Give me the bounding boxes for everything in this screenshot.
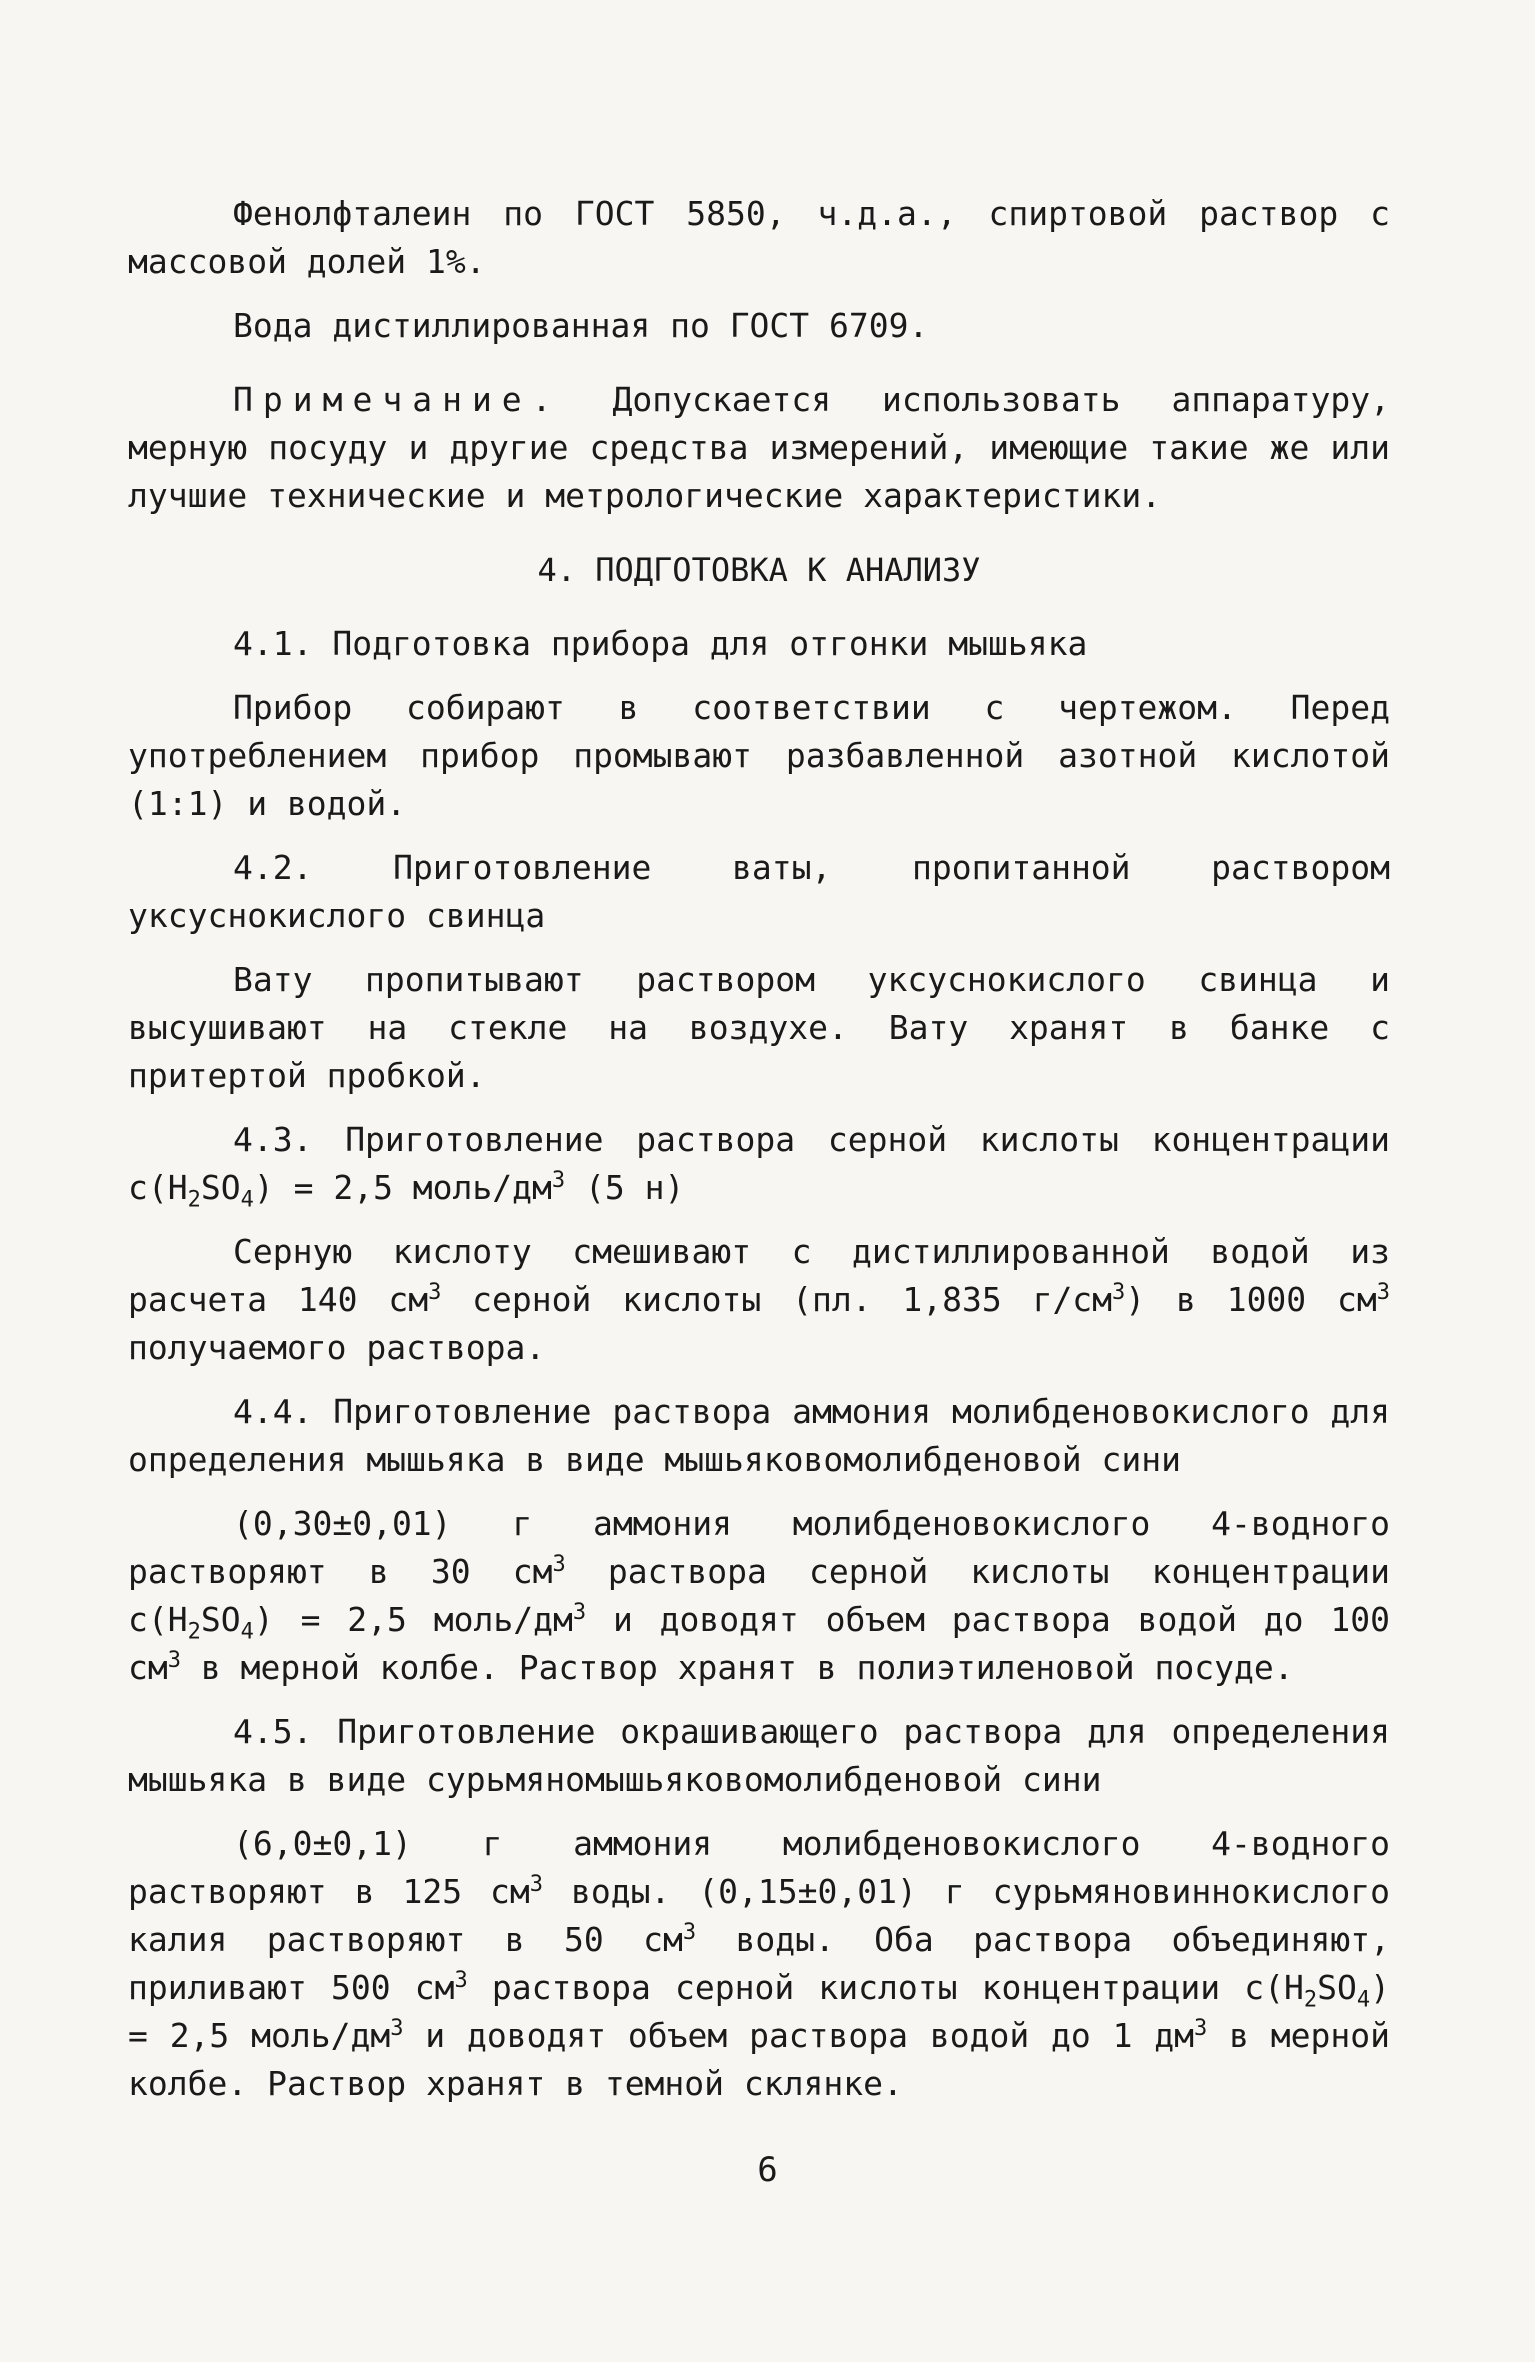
superscript: 3	[529, 1872, 544, 1897]
reagent-phenolphthalein: Фенолфталеин по ГОСТ 5850, ч.д.а., спиртовой раствор с массовой долей 1%.	[128, 194, 1390, 281]
reagent-water: Вода дистиллированная по ГОСТ 6709.	[233, 306, 929, 345]
text-fragment: 4.3. Приготовление раствора серной кислоты концентрации c(H	[128, 1120, 1390, 1207]
page-number: 6	[757, 2150, 778, 2190]
subsection-4-1-title: 4.1. Подготовка прибора для отгонки мышьяка	[233, 624, 1088, 663]
subsection-4-3-title	[128, 1116, 1390, 1212]
text-fragment: Серную кислоту смешивают с дистиллированной водой из расчета 140 см	[128, 1232, 1390, 1319]
subscript: 4	[1356, 1987, 1371, 2013]
superscript: 3	[167, 1648, 181, 1673]
text-fragment: серной кислоты (пл. 1,835 г/см	[441, 1280, 1113, 1319]
text-fragment: воды. Оба раствора объединяют, приливают 500 см	[128, 1920, 1390, 2007]
superscript: 3	[1112, 1280, 1126, 1305]
text-fragment: (0,30±0,01) г аммония молибденовокислого 4-водного растворяют в 30 см	[128, 1504, 1390, 1591]
superscript: 3	[428, 1280, 442, 1305]
text-fragment: в мерной колбе. Раствор хранят в темной склянке.	[128, 2016, 1391, 2103]
subscript: 2	[1303, 1987, 1318, 2013]
superscript: 3	[1376, 1280, 1390, 1305]
note-paragraph	[128, 376, 1390, 520]
subscript: 4	[240, 1187, 254, 1213]
text-fragment: ) = 2,5 моль/дм	[253, 1168, 552, 1207]
text-fragment: SO	[200, 1168, 241, 1207]
note-text: Допускается использовать аппаратуру, мерную посуду и другие средства измерений, имеющие такие же или лучшие технические и метрологические характеристики.	[128, 380, 1390, 515]
subscript: 2	[187, 1187, 201, 1213]
text-fragment: ) = 2,5 моль/дм	[253, 1600, 573, 1639]
superscript: 3	[552, 1552, 566, 1577]
superscript: 3	[682, 1920, 697, 1945]
text-fragment: ) = 2,5 моль/дм	[128, 1968, 1390, 2055]
subsection-4-2-title: 4.2. Приготовление ваты, пропитанной раствором уксуснокислого свинца	[128, 848, 1390, 935]
subsection-4-1-text: Прибор собирают в соответствии с чертежом. Перед употреблением прибор промывают разбавленной азотной кислотой (1:1) и водой.	[128, 688, 1390, 823]
note-label: Примечание.	[233, 380, 562, 419]
text-fragment: получаемого раствора.	[128, 1328, 546, 1367]
document-body	[128, 190, 1390, 2124]
text-fragment: SO	[1317, 1968, 1357, 2007]
subsection-4-4-text	[128, 1500, 1390, 1692]
text-fragment: раствора серной кислоты концентрации c(H	[467, 1968, 1304, 2007]
text-fragment: SO	[200, 1600, 241, 1639]
superscript: 3	[572, 1600, 587, 1625]
subscript: 4	[240, 1619, 254, 1645]
subsection-4-4-title: 4.4. Приготовление раствора аммония молибденовокислого для определения мышьяка в виде мышьяковомолибденовой сини	[128, 1392, 1390, 1479]
text-fragment: воды. (0,15±0,01) г сурьмяновиннокислого калия растворяют в 50 см	[128, 1872, 1390, 1959]
text-fragment: ) в 1000 см	[1125, 1280, 1377, 1319]
text-fragment: (6,0±0,1) г аммония молибденовокислого 4-водного растворяют в 125 см	[128, 1824, 1390, 1911]
text-fragment: и доводят объем раствора водой до 100 см	[128, 1600, 1390, 1687]
superscript: 3	[1194, 2016, 1208, 2041]
subsection-4-5-title: 4.5. Приготовление окрашивающего раствора для определения мышьяка в виде сурьмяномышьяковомолибденовой сини	[128, 1712, 1390, 1799]
text-fragment: и доводят объем раствора водой до 1 дм	[403, 2016, 1195, 2055]
subscript: 2	[187, 1619, 201, 1645]
subsection-4-2-text: Вату пропитывают раствором уксуснокислого свинца и высушивают на стекле на воздухе. Вату хранят в банке с притертой пробкой.	[128, 960, 1390, 1095]
text-fragment: (5 н)	[565, 1168, 685, 1207]
text-fragment: раствора серной кислоты концентрации c(H	[128, 1552, 1390, 1639]
subsection-4-3-text	[128, 1228, 1390, 1372]
superscript: 3	[390, 2016, 404, 2041]
section-heading: 4. ПОДГОТОВКА К АНАЛИЗУ	[537, 551, 981, 589]
superscript: 3	[551, 1168, 566, 1193]
superscript: 3	[454, 1968, 468, 1993]
text-fragment: в мерной колбе. Раствор хранят в полиэтиленовой посуде.	[181, 1648, 1294, 1687]
subsection-4-5-text	[128, 1820, 1390, 2108]
